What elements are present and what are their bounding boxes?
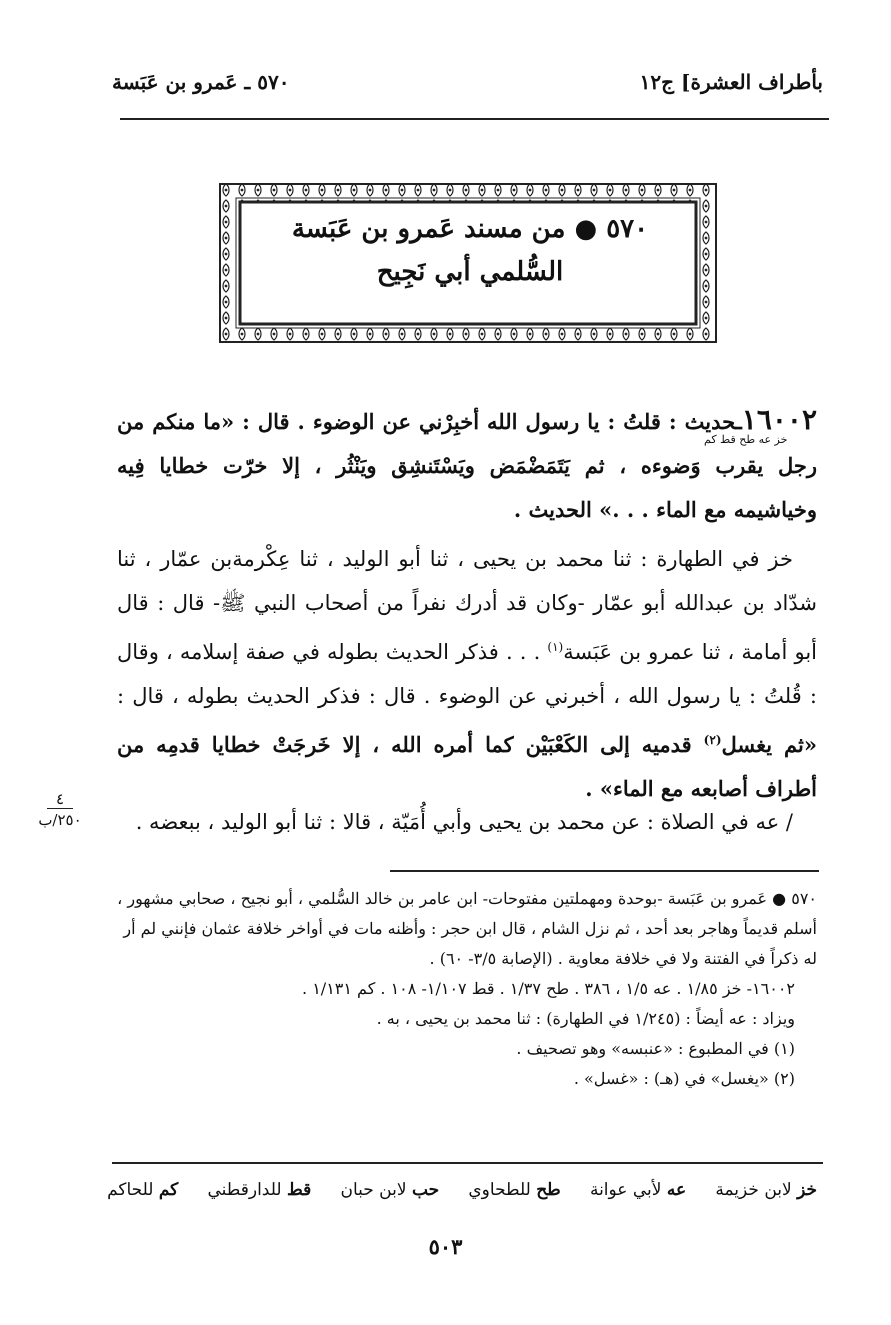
abbreviation-key [107,1180,817,1200]
abbrev-item: خز لابن خزيمة [715,1180,817,1200]
footnote-additional: ويزاد : عه أيضاً : (١/٢٤٥ في الطهارة) : ثنا محمد بن يحيى ، به . [376,1009,795,1028]
section-title-line1: ٥٧٠ ● من مسند عَمرو بن عَبَسة [291,214,649,244]
hadith-text [117,398,817,532]
running-header-chapter: ٥٧٠ ـ عَمرو بن عَبَسة [112,70,290,94]
abbrev-item: قط للدارقطني [207,1180,312,1200]
hadith-matn: ـحديث : قلتُ : يا رسول الله أخبِرْني عن الوضوء . قال : «ما منكم من رجل يقرب وَضوءه ، ثم يَتَمَضْمَض ويَسْتَنشِق ويَنْثُر ، إلا خرّت خطايا فِيه وخياشيمه مع الماء . . .» الحديث . [117,409,817,522]
abbrev-item: طح للطحاوي [468,1180,561,1200]
footnotes [107,884,817,1094]
isnad-quote-end: قدميه إلى الكَعْبَيْن كما أمره الله ، إلا خَرجَتْ خطايا قدمِه من أطراف أصابعه مع الماء» . [117,732,817,801]
hadith-number: ١٦٠٠٢ [741,403,817,436]
running-header-book: بأطراف العشرة] ج١٢ [639,70,823,94]
abbrev-item: حب لابن حبان [340,1180,440,1200]
page-number: ٥٠٣ [428,1234,463,1259]
hadith-isnad [117,537,817,811]
isnad-quote-start: «ثم يغسل [721,732,818,757]
hadith-second-source: / عه في الصلاة : عن محمد بن يحيى وأبي أُمَيّة ، قالا : ثنا أبو الوليد ، ببعضه . [135,810,793,834]
footnote-1: (١) في المطبوع : «عنبسه» وهو تصحيف . [516,1039,795,1058]
hadith-sources-abbrev: خز عه طح قط كم [704,433,788,446]
abbrev-item: عه لأبي عوانة [589,1180,687,1200]
folio-page: ٢٥٠/ب [38,811,82,829]
footnote-ref-2[interactable]: (٢) [703,733,722,747]
isnad-part-a: خز في الطهارة : ثنا محمد بن يحيى ، ثنا أبو الوليد ، ثنا عِكْرمةبن عمّار ، ثنا شدّاد بن عبدالله أبو عمّار -وكان قد أدرك نفراً من أصحاب النبي ﷺ- قال : قال أبو أمامة ، ثنا عمرو بن عَبَسة [117,547,818,664]
section-title [246,208,694,294]
footnote-references: ١٦٠٠٢- خز ١/٨٥ . عه ١/٥ ، ٣٨٦ . طح ١/٣٧ . قط ١/١٠٧- ١٠٨ . كم ١/١٣١ . [302,979,795,998]
section-title-line2: السُّلمي أبي نَجِيح [376,257,564,287]
abbrev-key-rule [112,1162,823,1164]
folio-line: ٤ [47,790,73,809]
footnote-rule [390,870,819,872]
footnote-biography: ٥٧٠ ● عَمرو بن عَبَسة -بوحدة ومهملتين مفتوحات- ابن عامر بن خالد السُّلمي ، أبو نجيح ، صحابي مشهور ، أسلم قديماً وهاجر بعد أحد ، ثم نزل الشام ، قال ابن حجر : وأظنه مات في أواخر خلافة عثمان فإنني لم أر له ذكراً في الفتنة ولا في خلافة معاوية . (الإصابة ٣/٥- ٦٠) . [117,889,817,968]
isnad-part-b: . . . فذكر الحديث بطوله في صفة إسلامه ، وقال : قُلتُ : يا رسول الله ، أخبرني عن الوضوء . قال : فذكر الحديث بطوله ، قال : [117,640,817,708]
footnote-2: (٢) «يغسل» في (هـ) : «غسل» . [573,1069,795,1088]
abbrev-item: كم للحاكم [107,1180,179,1200]
header-rule [120,118,829,120]
footnote-ref-1[interactable]: (١) [547,640,564,654]
manuscript-folio-note [30,790,90,829]
